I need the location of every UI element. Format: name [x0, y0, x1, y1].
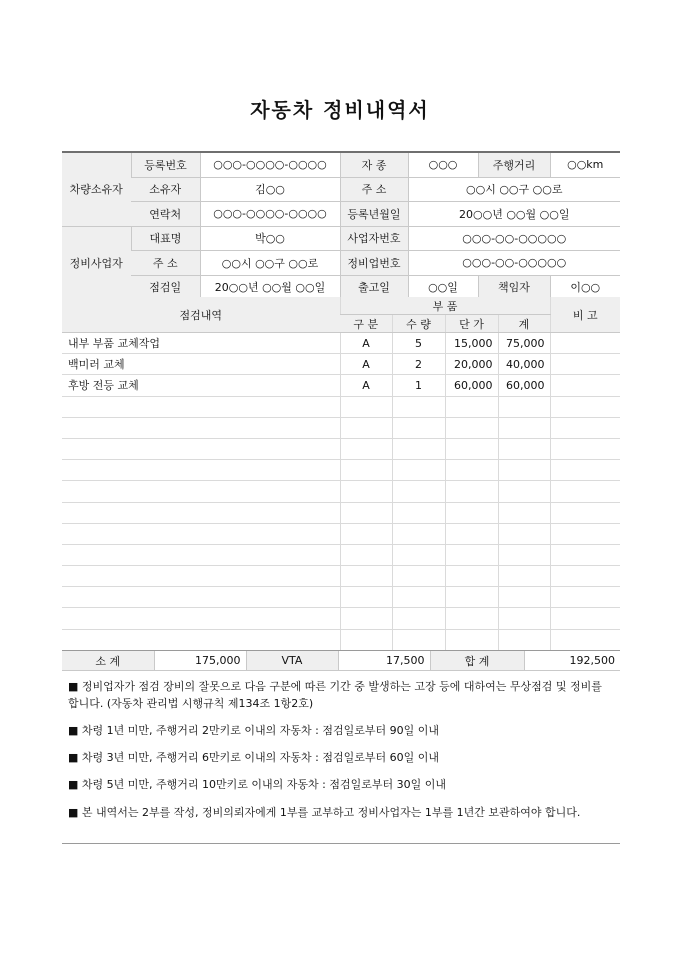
note-warranty: ■ 정비업자가 점검 장비의 잘못으로 다음 구분에 따른 기간 중 발생하는 고장 등에 대하여는 무상점검 및 정비를 합니다. (자동차 관리법 시행규칙 제134조 1항2호) — [68, 680, 602, 710]
rep-value: 박○○ — [200, 226, 340, 251]
item-unit-cell: 20,000 — [445, 354, 498, 375]
vat-label: VTA — [246, 651, 338, 671]
item-note-cell — [550, 566, 620, 587]
items-desc-header: 점검내역 — [62, 297, 340, 333]
table-row — [62, 438, 620, 459]
item-note-cell — [550, 608, 620, 629]
item-qty-cell — [392, 396, 445, 417]
item-desc-cell — [62, 544, 340, 565]
table-row — [62, 481, 620, 502]
item-kind-cell — [340, 544, 392, 565]
item-kind-cell: A — [340, 354, 392, 375]
item-unit-cell: 15,000 — [445, 333, 498, 354]
table-row — [62, 354, 620, 375]
item-unit-cell — [445, 544, 498, 565]
biz-no-value: ○○○-○○-○○○○○ — [408, 226, 620, 251]
item-qty-cell: 2 — [392, 354, 445, 375]
item-qty-cell — [392, 417, 445, 438]
item-desc-cell — [62, 481, 340, 502]
table-row — [62, 587, 620, 608]
item-total-cell — [498, 460, 550, 481]
item-qty-cell — [392, 460, 445, 481]
item-desc-cell — [62, 629, 340, 650]
item-desc-cell — [62, 417, 340, 438]
item-note-cell — [550, 544, 620, 565]
item-unit-cell — [445, 523, 498, 544]
release-label: 출고일 — [340, 275, 408, 300]
item-note-cell — [550, 460, 620, 481]
owner-value: 김○○ — [200, 177, 340, 202]
item-unit-cell — [445, 438, 498, 459]
table-row — [62, 417, 620, 438]
item-qty-cell: 1 — [392, 375, 445, 396]
item-desc-cell — [62, 608, 340, 629]
note-3year: ■ 차령 3년 미만, 주행거리 6만키로 이내의 자동차 : 점검일로부터 60일 이내 — [68, 751, 439, 764]
item-desc-cell — [62, 460, 340, 481]
item-total-cell — [498, 438, 550, 459]
total-value: 192,500 — [524, 651, 620, 671]
item-unit-cell — [445, 396, 498, 417]
owner-address-value: ○○시 ○○구 ○○로 — [408, 177, 620, 202]
item-qty-cell — [392, 587, 445, 608]
item-desc-cell — [62, 502, 340, 523]
item-total-cell — [498, 396, 550, 417]
item-desc-cell — [62, 438, 340, 459]
note-copies: ■ 본 내역서는 2부를 작성, 정비의뢰자에게 1부를 교부하고 정비사업자는 1부를 1년간 보관하여야 합니다. — [68, 806, 581, 819]
item-unit-cell — [445, 417, 498, 438]
inspect-date-value: 20○○년 ○○월 ○○일 — [200, 275, 340, 300]
item-total-cell — [498, 481, 550, 502]
item-kind-cell: A — [340, 333, 392, 354]
item-unit-cell — [445, 502, 498, 523]
table-row — [62, 502, 620, 523]
owner-label: 소유자 — [131, 177, 200, 202]
item-kind-cell — [340, 438, 392, 459]
items-qty-header: 수 량 — [392, 315, 445, 333]
vat-value: 17,500 — [338, 651, 430, 671]
item-kind-cell — [340, 481, 392, 502]
item-qty-cell — [392, 608, 445, 629]
item-note-cell — [550, 333, 620, 354]
item-qty-cell — [392, 481, 445, 502]
item-total-cell — [498, 417, 550, 438]
item-total-cell: 75,000 — [498, 333, 550, 354]
manager-value: 이○○ — [550, 275, 620, 300]
shop-address-value: ○○시 ○○구 ○○로 — [200, 251, 340, 276]
item-desc-cell — [62, 523, 340, 544]
item-kind-cell — [340, 608, 392, 629]
item-note-cell — [550, 629, 620, 650]
item-total-cell — [498, 523, 550, 544]
reg-date-value: 20○○년 ○○월 ○○일 — [408, 202, 620, 227]
item-kind-cell — [340, 396, 392, 417]
item-qty-cell — [392, 544, 445, 565]
note-1year: ■ 차령 1년 미만, 주행거리 2만키로 이내의 자동차 : 점검일로부터 90일 이내 — [68, 724, 439, 737]
items-kind-header: 구 분 — [340, 315, 392, 333]
item-qty-cell — [392, 566, 445, 587]
summary-table — [62, 650, 620, 671]
owner-section-label: 차량소유자 — [62, 152, 131, 226]
item-unit-cell — [445, 608, 498, 629]
biz-no-label: 사업자번호 — [340, 226, 408, 251]
subtotal-value: 175,000 — [154, 651, 246, 671]
bottom-divider — [62, 843, 620, 844]
item-note-cell — [550, 417, 620, 438]
document-title: 자동차 정비내역서 — [250, 98, 430, 122]
item-qty-cell — [392, 502, 445, 523]
item-unit-cell — [445, 629, 498, 650]
item-kind-cell — [340, 566, 392, 587]
item-kind-cell — [340, 523, 392, 544]
table-row — [62, 375, 620, 396]
table-row — [62, 333, 620, 354]
item-note-cell — [550, 587, 620, 608]
item-total-cell: 40,000 — [498, 354, 550, 375]
contact-label: 연락처 — [131, 202, 200, 227]
item-total-cell — [498, 608, 550, 629]
item-note-cell — [550, 523, 620, 544]
item-qty-cell — [392, 523, 445, 544]
table-row — [62, 566, 620, 587]
items-table — [62, 297, 620, 651]
item-total-cell — [498, 544, 550, 565]
item-kind-cell — [340, 460, 392, 481]
shop-no-value: ○○○-○○-○○○○○ — [408, 251, 620, 276]
table-row — [62, 523, 620, 544]
item-note-cell — [550, 481, 620, 502]
vehicle-info-table — [62, 151, 620, 300]
item-note-cell — [550, 438, 620, 459]
item-kind-cell — [340, 502, 392, 523]
note-5year: ■ 차령 5년 미만, 주행거리 10만키로 이내의 자동차 : 점검일로부터 30일 이내 — [68, 778, 446, 791]
shop-no-label: 정비업번호 — [340, 251, 408, 276]
item-desc-cell — [62, 566, 340, 587]
item-desc-cell: 백미러 교체 — [62, 354, 340, 375]
items-total-header: 계 — [498, 315, 550, 333]
car-type-value: ○○○ — [408, 152, 478, 177]
item-desc-cell: 후방 전등 교체 — [62, 375, 340, 396]
item-qty-cell — [392, 629, 445, 650]
reg-date-label: 등록년월일 — [340, 202, 408, 227]
item-kind-cell — [340, 629, 392, 650]
item-unit-cell — [445, 566, 498, 587]
total-label: 합 계 — [430, 651, 524, 671]
item-total-cell: 60,000 — [498, 375, 550, 396]
car-type-label: 자 종 — [340, 152, 408, 177]
table-row — [62, 396, 620, 417]
reg-no-value: ○○○-○○○○-○○○○ — [200, 152, 340, 177]
items-unit-header: 단 가 — [445, 315, 498, 333]
subtotal-label: 소 계 — [62, 651, 154, 671]
mileage-value: ○○km — [550, 152, 620, 177]
shop-address-label: 주 소 — [131, 251, 200, 276]
table-row — [62, 629, 620, 650]
item-unit-cell — [445, 460, 498, 481]
item-qty-cell: 5 — [392, 333, 445, 354]
item-note-cell — [550, 502, 620, 523]
mileage-label: 주행거리 — [478, 152, 550, 177]
inspect-date-label: 점검일 — [131, 275, 200, 300]
item-note-cell — [550, 396, 620, 417]
rep-label: 대표명 — [131, 226, 200, 251]
item-total-cell — [498, 502, 550, 523]
items-note-header: 비 고 — [550, 297, 620, 333]
reg-no-label: 등록번호 — [131, 152, 200, 177]
item-desc-cell: 내부 부품 교체작업 — [62, 333, 340, 354]
item-unit-cell: 60,000 — [445, 375, 498, 396]
owner-address-label: 주 소 — [340, 177, 408, 202]
manager-label: 책임자 — [478, 275, 550, 300]
contact-value: ○○○-○○○○-○○○○ — [200, 202, 340, 227]
table-row — [62, 608, 620, 629]
item-total-cell — [498, 566, 550, 587]
item-desc-cell — [62, 396, 340, 417]
table-row — [62, 460, 620, 481]
item-kind-cell — [340, 417, 392, 438]
item-desc-cell — [62, 587, 340, 608]
item-total-cell — [498, 629, 550, 650]
item-note-cell — [550, 375, 620, 396]
item-note-cell — [550, 354, 620, 375]
item-kind-cell: A — [340, 375, 392, 396]
item-qty-cell — [392, 438, 445, 459]
shop-section-label: 정비사업자 — [62, 226, 131, 300]
release-value: ○○일 — [408, 275, 478, 300]
items-parts-header: 부 품 — [340, 297, 550, 315]
item-total-cell — [498, 587, 550, 608]
item-kind-cell — [340, 587, 392, 608]
item-unit-cell — [445, 481, 498, 502]
table-row — [62, 544, 620, 565]
item-unit-cell — [445, 587, 498, 608]
